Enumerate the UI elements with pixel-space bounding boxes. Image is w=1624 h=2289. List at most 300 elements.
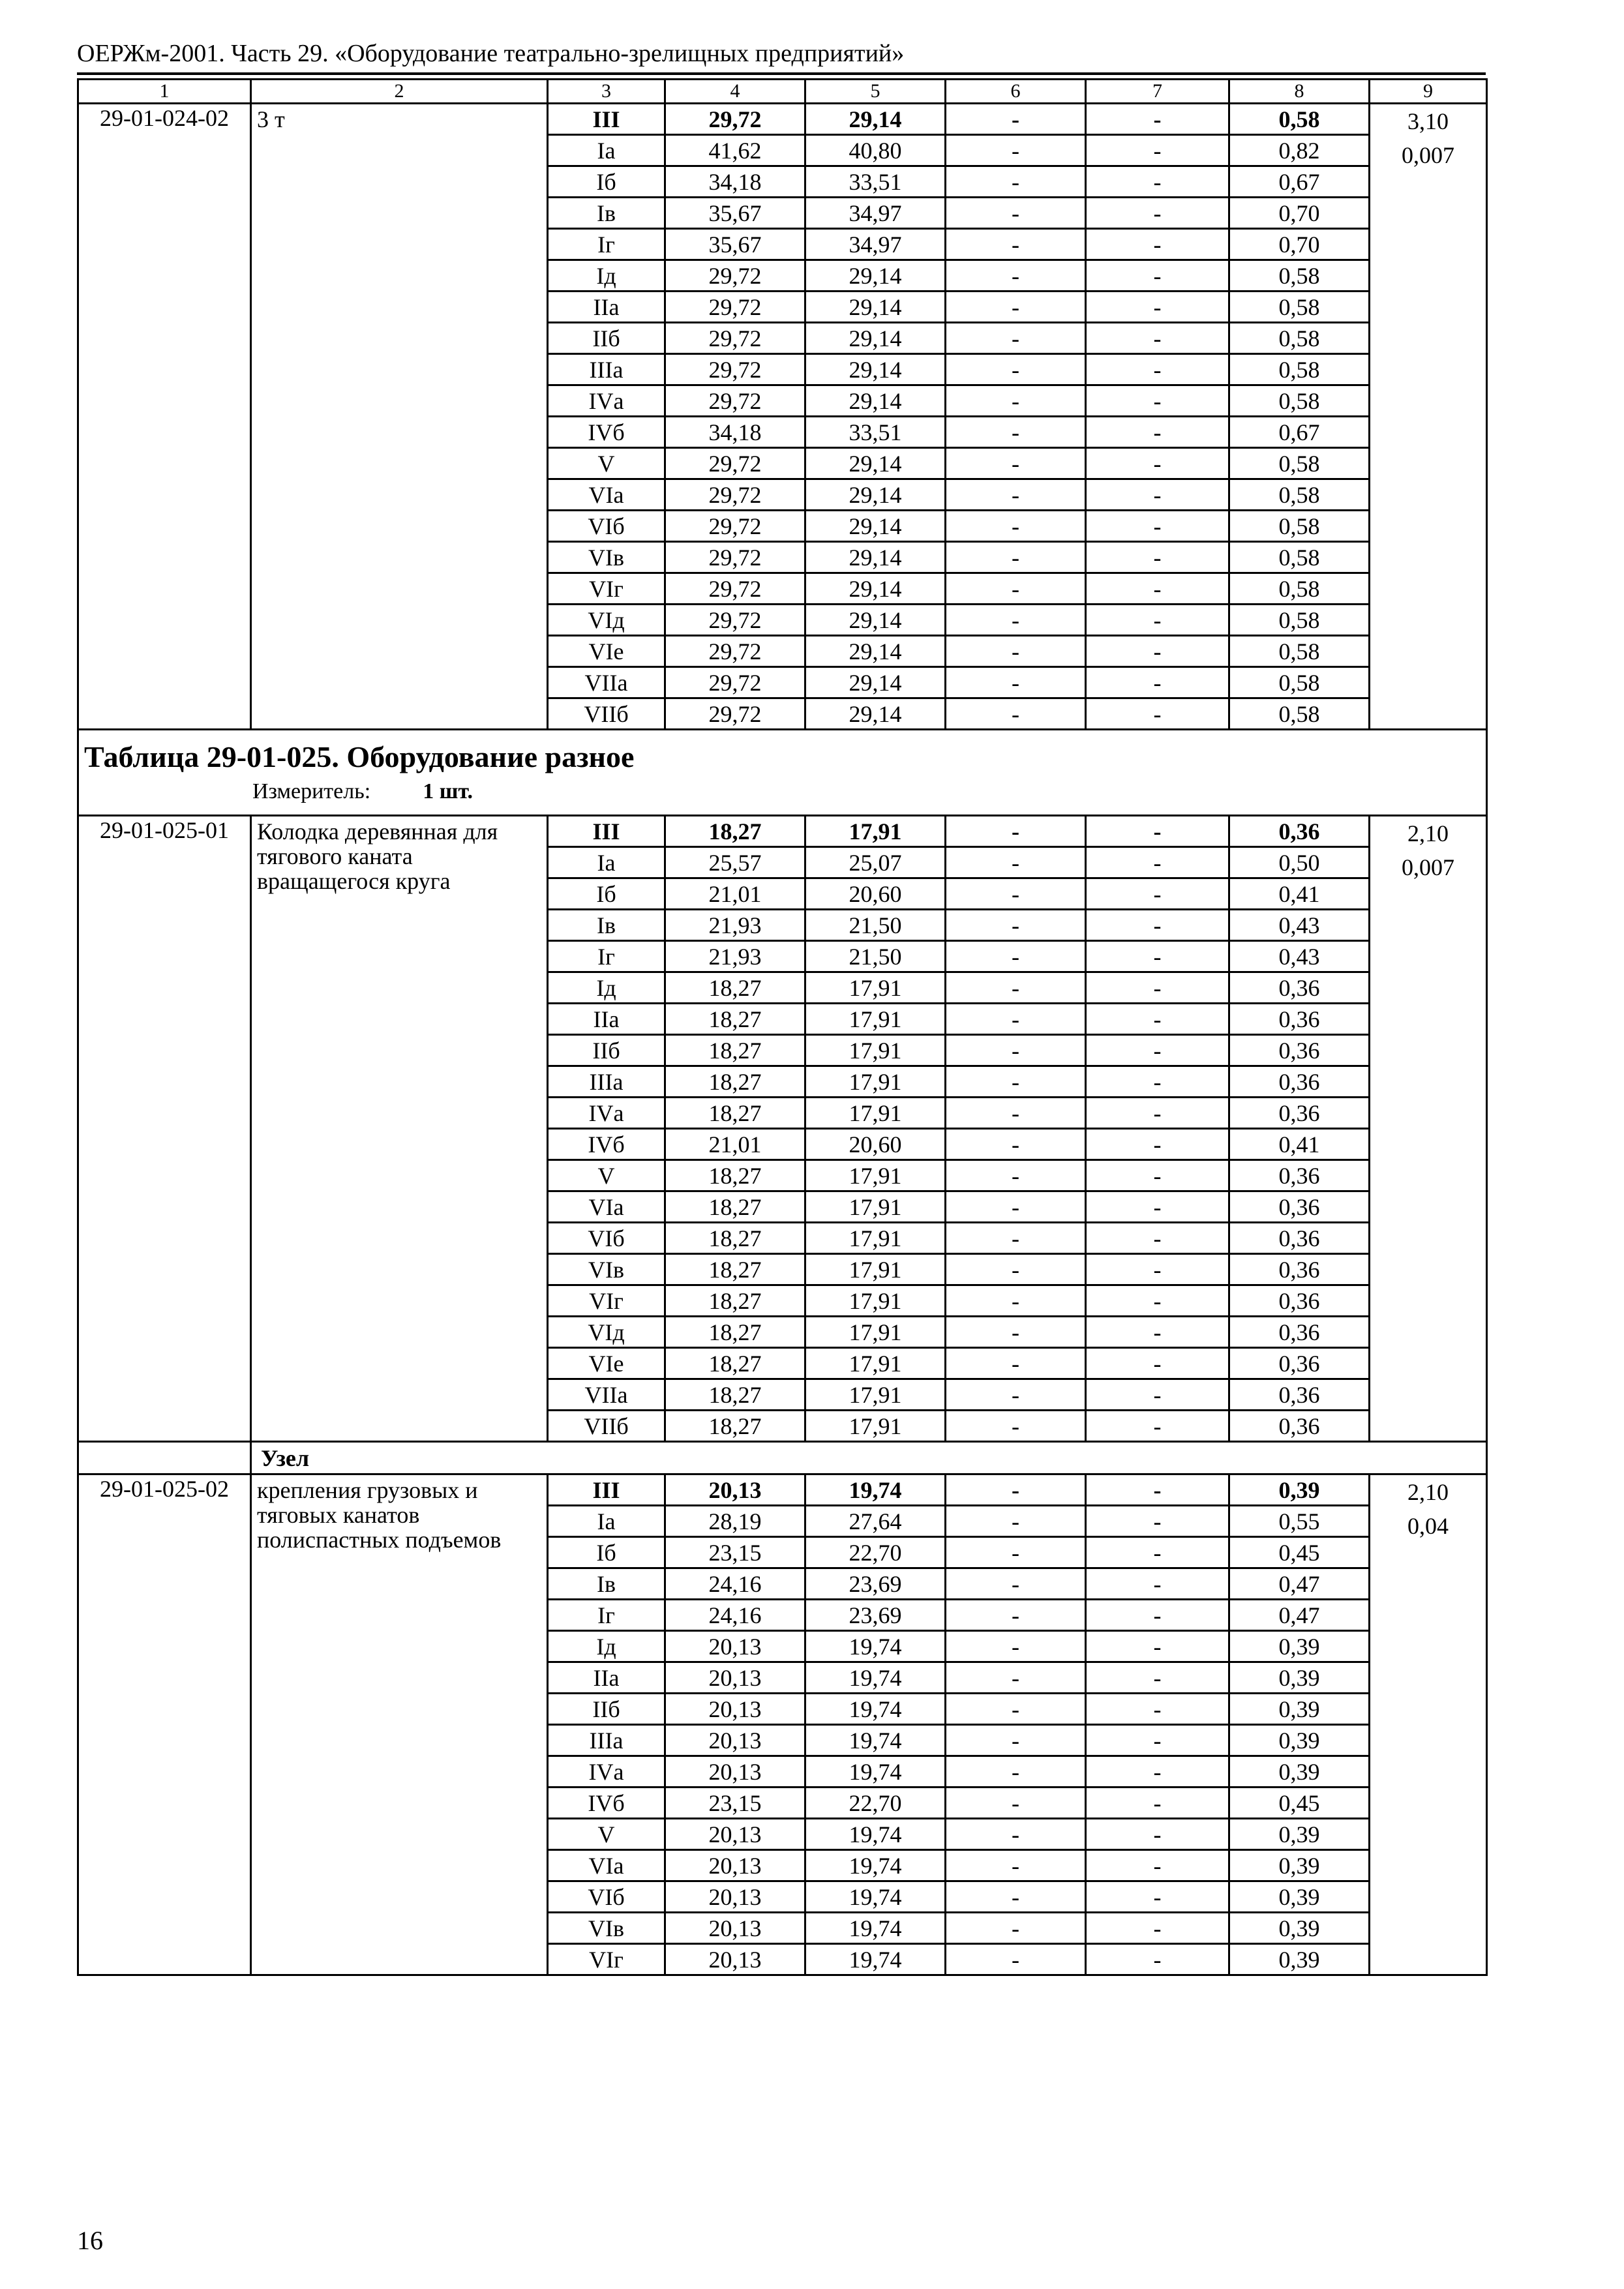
table-cell: IIб — [548, 1694, 665, 1725]
table-cell: 19,74 — [805, 1631, 946, 1662]
table-cell: V — [548, 1819, 665, 1850]
table-cell: VIIб — [548, 1411, 665, 1442]
table-cell: 18,27 — [665, 1191, 805, 1223]
norm-code: 29-01-024-02 — [78, 104, 251, 730]
table-row — [78, 1474, 1487, 1506]
table-cell: 25,07 — [805, 847, 946, 878]
table-cell: 29,14 — [805, 667, 946, 698]
table-cell: 29,72 — [665, 104, 805, 135]
table-cell: 17,91 — [805, 1317, 946, 1348]
table-cell: 0,58 — [1229, 323, 1370, 354]
table-cell: - — [1086, 1537, 1229, 1568]
table-cell: VIд — [548, 605, 665, 636]
table-cell: 0,41 — [1229, 878, 1370, 910]
table-cell: Iа — [548, 1506, 665, 1537]
table-cell: 17,91 — [805, 1066, 946, 1098]
table-cell: - — [1086, 229, 1229, 260]
table-cell: 19,74 — [805, 1944, 946, 1975]
table-cell: 20,13 — [665, 1662, 805, 1694]
table-cell: 17,91 — [805, 1191, 946, 1223]
table-cell: 29,14 — [805, 542, 946, 573]
table-cell: - — [1086, 636, 1229, 667]
table-cell: - — [946, 1191, 1086, 1223]
table-cell: 0,58 — [1229, 636, 1370, 667]
column-number: 1 — [78, 80, 251, 104]
table-cell: 0,58 — [1229, 354, 1370, 385]
column-numbers-row — [78, 80, 1487, 104]
table-cell: IVа — [548, 1098, 665, 1129]
table-cell: 24,16 — [665, 1568, 805, 1600]
table-cell: 0,67 — [1229, 417, 1370, 448]
table-cell: - — [946, 448, 1086, 479]
table-cell: - — [1086, 479, 1229, 511]
table-cell: 0,36 — [1229, 1066, 1370, 1098]
table-cell: - — [946, 1129, 1086, 1160]
table-cell: 21,50 — [805, 941, 946, 972]
table-cell: - — [946, 1506, 1086, 1537]
table-row — [78, 816, 1487, 847]
table-cell: 17,91 — [805, 1004, 946, 1035]
table-cell: - — [946, 479, 1086, 511]
table-cell: 29,14 — [805, 354, 946, 385]
table-cell: - — [946, 1066, 1086, 1098]
table-cell: - — [946, 1223, 1086, 1254]
table-cell: 0,39 — [1229, 1881, 1370, 1913]
table-cell: IIIа — [548, 1725, 665, 1756]
col9-values — [1370, 1474, 1487, 1975]
table-cell: - — [1086, 1506, 1229, 1537]
table-cell: - — [946, 1568, 1086, 1600]
table-cell: 0,39 — [1229, 1819, 1370, 1850]
table-cell: 17,91 — [805, 1411, 946, 1442]
table-cell: - — [1086, 1788, 1229, 1819]
table-cell: - — [1086, 1191, 1229, 1223]
table-cell: VIе — [548, 1348, 665, 1379]
table-cell: 0,70 — [1229, 198, 1370, 229]
table-cell: - — [1086, 1098, 1229, 1129]
table-cell: - — [946, 511, 1086, 542]
table-cell: - — [946, 1254, 1086, 1285]
table-cell: 0,39 — [1229, 1850, 1370, 1881]
table-cell: - — [1086, 1411, 1229, 1442]
table-cell: - — [1086, 166, 1229, 198]
table-cell: Iв — [548, 198, 665, 229]
measure-label: Измеритель: — [252, 779, 371, 803]
table-cell: 0,70 — [1229, 229, 1370, 260]
table-cell: 29,72 — [665, 511, 805, 542]
col9-values — [1370, 104, 1487, 730]
table-cell: VIIа — [548, 1379, 665, 1411]
table-cell: - — [946, 1379, 1086, 1411]
table-cell: VIг — [548, 1285, 665, 1317]
table-cell: 17,91 — [805, 1285, 946, 1317]
table-cell: 29,72 — [665, 479, 805, 511]
table-cell: 0,58 — [1229, 698, 1370, 730]
table-cell: 17,91 — [805, 1035, 946, 1066]
table-cell: - — [1086, 354, 1229, 385]
table-cell: VIа — [548, 1191, 665, 1223]
table-cell: VIе — [548, 636, 665, 667]
table-cell: 0,50 — [1229, 847, 1370, 878]
table-cell: - — [1086, 448, 1229, 479]
table-cell: 0,58 — [1229, 448, 1370, 479]
header-rule — [77, 72, 1486, 75]
table-cell: - — [1086, 1379, 1229, 1411]
table-cell: Iб — [548, 1537, 665, 1568]
table-cell: 23,69 — [805, 1568, 946, 1600]
table-cell: III — [548, 1474, 665, 1506]
table-cell: 23,15 — [665, 1788, 805, 1819]
table-cell: - — [946, 354, 1086, 385]
table-cell: 0,36 — [1229, 1285, 1370, 1317]
table-cell: - — [1086, 941, 1229, 972]
table-cell: 20,13 — [665, 1913, 805, 1944]
table-cell: 0,36 — [1229, 1098, 1370, 1129]
table-cell: 0,58 — [1229, 104, 1370, 135]
table-cell: 18,27 — [665, 1035, 805, 1066]
table-cell: 0,36 — [1229, 1254, 1370, 1285]
table-cell: 0,43 — [1229, 910, 1370, 941]
table-cell: - — [946, 910, 1086, 941]
table-cell: Iа — [548, 135, 665, 166]
uzel-row — [78, 1442, 1487, 1474]
table-cell: VIб — [548, 1881, 665, 1913]
table-cell: - — [946, 1160, 1086, 1191]
table-cell: - — [1086, 847, 1229, 878]
table-cell: - — [946, 1694, 1086, 1725]
table-cell: - — [1086, 385, 1229, 417]
table-cell: 0,36 — [1229, 1004, 1370, 1035]
table-cell: 17,91 — [805, 816, 946, 847]
column-number: 2 — [251, 80, 548, 104]
table-cell: Iд — [548, 972, 665, 1004]
table-cell: - — [1086, 323, 1229, 354]
table-cell: VIв — [548, 1254, 665, 1285]
table-cell: VIг — [548, 1944, 665, 1975]
table-cell: 18,27 — [665, 1411, 805, 1442]
table-cell: - — [1086, 1756, 1229, 1788]
table-cell: - — [946, 1788, 1086, 1819]
table-cell: Iв — [548, 910, 665, 941]
table-cell: 0,36 — [1229, 1035, 1370, 1066]
table-cell: VIа — [548, 1850, 665, 1881]
table-cell: 29,14 — [805, 605, 946, 636]
table-cell: 18,27 — [665, 1066, 805, 1098]
table-cell: - — [946, 878, 1086, 910]
column-number: 5 — [805, 80, 946, 104]
table-cell: - — [1086, 292, 1229, 323]
table-cell: - — [946, 417, 1086, 448]
col9-value: 0,007 — [1402, 854, 1454, 881]
table-cell: 29,72 — [665, 323, 805, 354]
table-cell: - — [1086, 417, 1229, 448]
table-cell: - — [946, 198, 1086, 229]
table-cell: 0,36 — [1229, 1191, 1370, 1223]
table-cell: 24,16 — [665, 1600, 805, 1631]
page-header: ОЕРЖм-2001. Часть 29. «Оборудование театрально-зрелищных предприятий» — [77, 40, 905, 67]
table-cell: - — [1086, 1881, 1229, 1913]
table-cell: - — [946, 1913, 1086, 1944]
table-cell: 20,13 — [665, 1756, 805, 1788]
column-number: 7 — [1086, 80, 1229, 104]
table-cell: - — [1086, 511, 1229, 542]
table-cell: 19,74 — [805, 1756, 946, 1788]
table-cell: 18,27 — [665, 972, 805, 1004]
column-number: 3 — [548, 80, 665, 104]
table-cell: - — [946, 135, 1086, 166]
table-cell: - — [946, 941, 1086, 972]
table-cell: 29,14 — [805, 698, 946, 730]
table-cell: - — [1086, 878, 1229, 910]
table-cell: 29,72 — [665, 260, 805, 292]
table-cell: IIа — [548, 1004, 665, 1035]
table-cell: 29,72 — [665, 354, 805, 385]
table-cell: 0,58 — [1229, 667, 1370, 698]
table-cell: 28,19 — [665, 1506, 805, 1537]
table-cell: 0,36 — [1229, 816, 1370, 847]
table-cell: 17,91 — [805, 1098, 946, 1129]
table-cell: 19,74 — [805, 1694, 946, 1725]
table-cell: - — [1086, 605, 1229, 636]
table-cell: 18,27 — [665, 1254, 805, 1285]
table-cell: - — [946, 1600, 1086, 1631]
table-cell: 25,57 — [665, 847, 805, 878]
table-cell: - — [1086, 1913, 1229, 1944]
table-cell: - — [946, 166, 1086, 198]
table-cell: 29,72 — [665, 667, 805, 698]
table-cell: VIа — [548, 479, 665, 511]
table-cell: 29,72 — [665, 448, 805, 479]
table-cell: 20,13 — [665, 1881, 805, 1913]
table-cell: VIд — [548, 1317, 665, 1348]
table-cell: 0,82 — [1229, 135, 1370, 166]
table-cell: - — [946, 1098, 1086, 1129]
table-cell: IVб — [548, 1129, 665, 1160]
table-cell: V — [548, 448, 665, 479]
table-cell: Iб — [548, 878, 665, 910]
table-cell: - — [1086, 573, 1229, 605]
table-cell: IIа — [548, 1662, 665, 1694]
table-cell: - — [1086, 135, 1229, 166]
table-cell: - — [946, 698, 1086, 730]
table-cell: - — [946, 104, 1086, 135]
table-cell: - — [1086, 1694, 1229, 1725]
table-cell: 0,36 — [1229, 1223, 1370, 1254]
table-cell: 21,50 — [805, 910, 946, 941]
uzel-label: Узел — [251, 1442, 1487, 1474]
table-cell: 0,39 — [1229, 1631, 1370, 1662]
table-cell: - — [1086, 1254, 1229, 1285]
table-cell: VIв — [548, 1913, 665, 1944]
table-cell: III — [548, 816, 665, 847]
table-cell: - — [946, 260, 1086, 292]
table-cell: 29,14 — [805, 573, 946, 605]
table-cell: 0,58 — [1229, 292, 1370, 323]
table-cell: 0,58 — [1229, 542, 1370, 573]
table-cell: 0,39 — [1229, 1662, 1370, 1694]
table-cell: III — [548, 104, 665, 135]
table-cell: IVб — [548, 417, 665, 448]
table-cell: 21,01 — [665, 1129, 805, 1160]
table-cell: VIIа — [548, 667, 665, 698]
norm-code: 29-01-025-02 — [78, 1474, 251, 1975]
column-number: 6 — [946, 80, 1086, 104]
table-cell: - — [1086, 698, 1229, 730]
table-cell: 18,27 — [665, 1317, 805, 1348]
table-cell: - — [1086, 1944, 1229, 1975]
table-cell: - — [946, 323, 1086, 354]
table-cell: - — [946, 1725, 1086, 1756]
table-cell: 18,27 — [665, 816, 805, 847]
table-cell: 21,93 — [665, 941, 805, 972]
norm-code: 29-01-025-01 — [78, 816, 251, 1442]
table-cell: - — [1086, 816, 1229, 847]
table-cell: - — [946, 1004, 1086, 1035]
table-cell: 20,60 — [805, 878, 946, 910]
table-cell: 29,14 — [805, 260, 946, 292]
table-cell: 18,27 — [665, 1004, 805, 1035]
table-cell: - — [1086, 1066, 1229, 1098]
table-cell: 29,14 — [805, 104, 946, 135]
table-cell: 20,13 — [665, 1474, 805, 1506]
table-cell: 0,58 — [1229, 479, 1370, 511]
table-cell: 0,58 — [1229, 511, 1370, 542]
table-cell: - — [946, 847, 1086, 878]
table-cell: 0,58 — [1229, 260, 1370, 292]
table-cell: - — [946, 385, 1086, 417]
table-cell: - — [1086, 260, 1229, 292]
table-cell: 0,58 — [1229, 573, 1370, 605]
table-cell: 29,72 — [665, 385, 805, 417]
table-cell: 29,72 — [665, 605, 805, 636]
table-cell: 29,14 — [805, 479, 946, 511]
table-cell: Iв — [548, 1568, 665, 1600]
table-cell: 0,45 — [1229, 1788, 1370, 1819]
table-cell: 0,36 — [1229, 972, 1370, 1004]
table-cell: 0,47 — [1229, 1568, 1370, 1600]
table-cell: 0,39 — [1229, 1725, 1370, 1756]
col9-value: 0,04 — [1407, 1513, 1449, 1540]
col9-value: 0,007 — [1402, 142, 1454, 169]
section-title: Таблица 29-01-025. Оборудование разное — [84, 740, 635, 773]
table-cell: 17,91 — [805, 1348, 946, 1379]
norm-name: 3 т — [251, 104, 548, 730]
table-cell: 18,27 — [665, 1285, 805, 1317]
table-cell: - — [946, 542, 1086, 573]
table-cell: - — [946, 1474, 1086, 1506]
col9-value: 2,10 — [1407, 820, 1449, 846]
col9-value: 2,10 — [1407, 1479, 1449, 1505]
table-cell: IVа — [548, 385, 665, 417]
table-cell: IIIа — [548, 354, 665, 385]
column-number: 4 — [665, 80, 805, 104]
table-cell: 0,36 — [1229, 1348, 1370, 1379]
table-cell: - — [1086, 910, 1229, 941]
table-cell: - — [1086, 1600, 1229, 1631]
table-cell: - — [1086, 1004, 1229, 1035]
table-cell: - — [946, 605, 1086, 636]
table-cell: 0,36 — [1229, 1317, 1370, 1348]
measure-line — [84, 777, 1486, 806]
norm-name: крепления грузовых и тяговых канатов полиспастных подъемов — [251, 1474, 548, 1975]
table-cell: - — [1086, 1850, 1229, 1881]
table-cell: Iа — [548, 847, 665, 878]
table-cell: 29,72 — [665, 698, 805, 730]
table-cell: - — [946, 972, 1086, 1004]
table-cell: - — [946, 816, 1086, 847]
table-cell: 23,69 — [805, 1600, 946, 1631]
table-cell: IIа — [548, 292, 665, 323]
table-cell: 33,51 — [805, 166, 946, 198]
table-cell: 22,70 — [805, 1788, 946, 1819]
table-cell: - — [946, 1756, 1086, 1788]
table-cell: - — [1086, 198, 1229, 229]
table-cell: 0,47 — [1229, 1600, 1370, 1631]
table-cell: 0,67 — [1229, 166, 1370, 198]
table-cell: 19,74 — [805, 1474, 946, 1506]
table-cell: 18,27 — [665, 1348, 805, 1379]
table-cell: - — [1086, 667, 1229, 698]
table-cell: 33,51 — [805, 417, 946, 448]
table-cell: Iд — [548, 1631, 665, 1662]
table-cell: - — [946, 292, 1086, 323]
table-cell: - — [1086, 1223, 1229, 1254]
table-cell: 20,13 — [665, 1944, 805, 1975]
table-cell: 0,36 — [1229, 1160, 1370, 1191]
table-cell: 21,01 — [665, 878, 805, 910]
table-cell: IVа — [548, 1756, 665, 1788]
table-cell: - — [946, 1631, 1086, 1662]
col9-values — [1370, 816, 1487, 1442]
col9-value: 3,10 — [1407, 108, 1449, 134]
table-cell: 17,91 — [805, 1223, 946, 1254]
table-cell: - — [946, 667, 1086, 698]
column-number: 8 — [1229, 80, 1370, 104]
table-cell: 20,13 — [665, 1694, 805, 1725]
table-cell: - — [1086, 1631, 1229, 1662]
table-cell: 0,39 — [1229, 1913, 1370, 1944]
section-row — [78, 730, 1487, 816]
table-cell: 29,72 — [665, 573, 805, 605]
table-cell: - — [946, 1662, 1086, 1694]
table-body — [78, 80, 1487, 1975]
table-cell: 20,60 — [805, 1129, 946, 1160]
table-cell: 17,91 — [805, 972, 946, 1004]
table-cell: VIб — [548, 511, 665, 542]
table-cell: 0,36 — [1229, 1379, 1370, 1411]
table-cell: 34,18 — [665, 417, 805, 448]
table-cell: Iг — [548, 1600, 665, 1631]
table-cell: 18,27 — [665, 1160, 805, 1191]
table-cell: 0,39 — [1229, 1474, 1370, 1506]
table-cell: - — [946, 1035, 1086, 1066]
table-cell: 19,74 — [805, 1725, 946, 1756]
table-cell: IIб — [548, 1035, 665, 1066]
table-cell: 34,97 — [805, 229, 946, 260]
table-cell: 0,55 — [1229, 1506, 1370, 1537]
table-cell: 29,14 — [805, 636, 946, 667]
table-cell: - — [1086, 1035, 1229, 1066]
table-cell: 29,14 — [805, 323, 946, 354]
table-cell: 21,93 — [665, 910, 805, 941]
table-cell: 34,97 — [805, 198, 946, 229]
table-cell: 17,91 — [805, 1379, 946, 1411]
table-row — [78, 104, 1487, 135]
table-cell: Iб — [548, 166, 665, 198]
table-cell: 0,58 — [1229, 385, 1370, 417]
table-cell: 27,64 — [805, 1506, 946, 1537]
table-cell: 35,67 — [665, 198, 805, 229]
